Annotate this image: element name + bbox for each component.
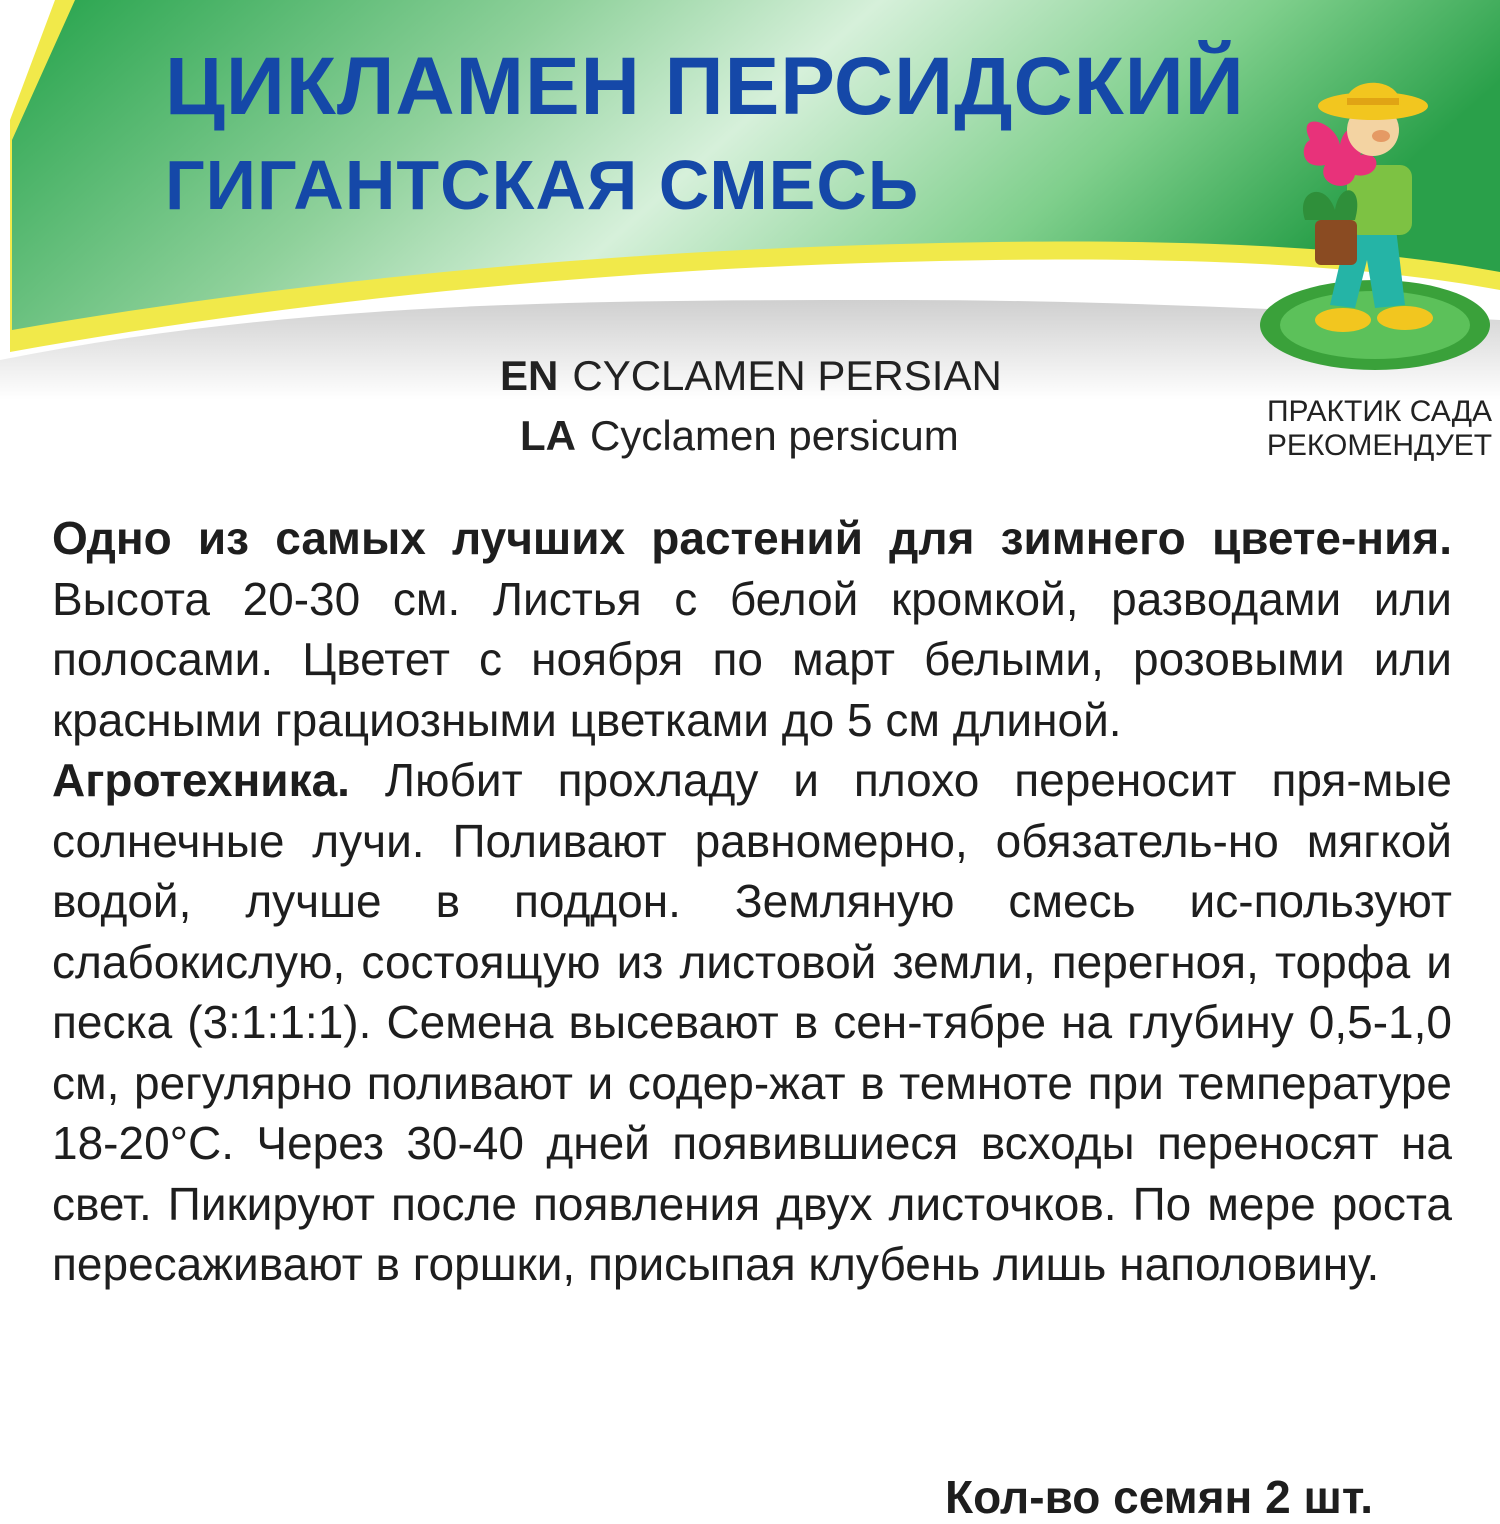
english-name-value: CYCLAMEN PERSIAN bbox=[572, 352, 1002, 399]
english-name-label: EN bbox=[500, 352, 559, 399]
english-name-row bbox=[500, 352, 1002, 400]
description-lead: Одно из самых лучших растений для зимнего цвете-ния. bbox=[52, 512, 1452, 564]
seed-count: Кол-во семян 2 шт. bbox=[945, 1471, 1374, 1523]
product-subtitle: ГИГАНТСКАЯ СМЕСЬ bbox=[165, 146, 920, 224]
latin-name-label: LA bbox=[520, 412, 576, 459]
description-text bbox=[52, 508, 1452, 1295]
latin-name-value: Cyclamen persicum bbox=[590, 412, 959, 459]
agrotechnics-body: Любит прохладу и плохо переносит пря-мые солнечные лучи. Поливают равномерно, обязатель-но мягкой водой, лучше в поддон. Земляную смесь ис-пользуют слабокислую, состоящую из листовой земли, перегноя, торфа и песка (3:1:1:1). Семена высевают в сен-тябре на глубину 0,5-1,0 см, регулярно поливают и содер-жат в темноте при температуре 18-20°С. Через 30-40 дней появившиеся всходы переносят на свет. Пикируют после появления двух листочков. По мере роста пересаживают в горшки, присыпая клубень лишь наполовину. bbox=[52, 754, 1452, 1290]
recommendation-badge bbox=[1262, 395, 1497, 463]
recommendation-line-1: ПРАКТИК САДА bbox=[1266, 395, 1493, 428]
recommendation-line-2: РЕКОМЕНДУЕТ bbox=[1266, 429, 1493, 462]
agrotechnics-heading: Агротехника. bbox=[52, 754, 350, 806]
description-body: Высота 20-30 см. Листья с белой кромкой, разводами или полосами. Цветет с ноября по март белыми, розовыми или красными грациозными цветками до 5 см длиной. bbox=[52, 572, 1452, 746]
product-title: ЦИКЛАМЕН ПЕРСИДСКИЙ bbox=[165, 41, 1245, 132]
gardener-mascot-icon bbox=[1255, 70, 1500, 370]
latin-name-row bbox=[520, 412, 959, 460]
